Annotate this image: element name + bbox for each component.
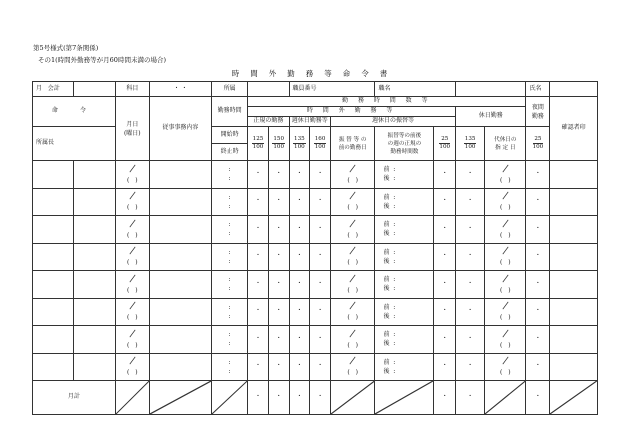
time-cell[interactable]: : :: [211, 161, 247, 189]
rate-125-cell[interactable]: ・: [248, 326, 269, 354]
name-cell[interactable]: [550, 82, 598, 97]
day-paren: ( ): [499, 204, 511, 212]
hours-count-header: 勤 務 時 間 数 等: [248, 97, 526, 107]
transfer-original-cell[interactable]: [330, 216, 375, 244]
total-135b[interactable]: ・: [456, 381, 485, 415]
total-slash-substitute: [485, 381, 526, 415]
day-paren: ( ): [126, 314, 138, 322]
date-slash-icon: [128, 274, 137, 283]
account-cell[interactable]: [74, 82, 115, 97]
total-135[interactable]: ・: [289, 381, 310, 415]
transfer-detail-cell[interactable]: 前 : 後 :: [375, 188, 434, 216]
transfer-detail-cell[interactable]: 前 : 後 :: [375, 243, 434, 271]
date-label: 月日: [126, 120, 139, 128]
night-work-header: 夜間 勤務: [526, 97, 550, 127]
total-25a[interactable]: ・: [434, 381, 456, 415]
rate-135: $\frac{135}{100}$: [289, 127, 310, 161]
month-label: 月: [36, 84, 43, 92]
transfer-original-cell[interactable]: [330, 326, 375, 354]
rate-135b-cell[interactable]: ・: [456, 271, 485, 299]
rate-135b: $\frac{135}{100}$: [456, 127, 485, 161]
overtime-header: 時 間 外 勤 務 等: [248, 107, 456, 117]
date-day-header: [115, 97, 149, 161]
rate-25a: $\frac{25}{100}$: [434, 127, 456, 161]
end-time-header: 終止時: [211, 144, 247, 161]
confirm-seal-cell[interactable]: [550, 188, 598, 216]
day-paren: ( ): [499, 286, 511, 294]
day-paren: ( ): [499, 369, 511, 377]
date-slash-icon: [128, 246, 137, 255]
total-150[interactable]: ・: [268, 381, 289, 415]
order-cell[interactable]: [33, 271, 74, 299]
date-slash-icon: [128, 329, 137, 338]
work-content-header: 従事事務内容: [149, 97, 211, 161]
rate-125: $\frac{125}{100}$: [248, 127, 269, 161]
rate-125-cell[interactable]: ・: [248, 298, 269, 326]
substitute-holiday-cell[interactable]: [485, 216, 526, 244]
rate-135b-cell[interactable]: ・: [456, 216, 485, 244]
transfer-detail-cell[interactable]: 前 : 後 :: [375, 161, 434, 189]
table-row: [33, 161, 598, 189]
day-paren: ( ): [126, 341, 138, 349]
rate-160-cell[interactable]: ・: [310, 326, 331, 354]
total-25b[interactable]: ・: [526, 381, 550, 415]
rate-150-cell[interactable]: ・: [268, 326, 289, 354]
table-row: [33, 298, 598, 326]
rate-150-cell[interactable]: ・: [268, 243, 289, 271]
rate-160-cell[interactable]: ・: [310, 271, 331, 299]
rate-125-cell[interactable]: ・: [248, 243, 269, 271]
day-paren: ( ): [126, 286, 138, 294]
subject-cell[interactable]: ・ ・: [149, 82, 211, 97]
time-cell[interactable]: : :: [211, 188, 247, 216]
time-cell[interactable]: : :: [211, 271, 247, 299]
rate-150-cell[interactable]: ・: [268, 298, 289, 326]
substitute-holiday-header: 代休日の 指 定 日: [485, 127, 526, 161]
date-cell[interactable]: [115, 243, 149, 271]
dept-label: 所属: [211, 82, 247, 97]
rate-135-cell[interactable]: ・: [289, 326, 310, 354]
total-slash-content: [149, 381, 211, 415]
table-row: [33, 188, 598, 216]
day-paren: ( ): [499, 231, 511, 239]
dept-head-cell[interactable]: [74, 216, 115, 244]
table-row: [33, 326, 598, 354]
subject-label: 科目: [115, 82, 149, 97]
day-paren: ( ): [347, 341, 359, 349]
confirm-seal-cell[interactable]: [550, 216, 598, 244]
day-paren: ( ): [499, 259, 511, 267]
regular-work-header: 正規の勤務: [248, 117, 289, 127]
time-cell[interactable]: : :: [211, 353, 247, 381]
transfer-original-cell[interactable]: [330, 243, 375, 271]
substitute-holiday-cell[interactable]: [485, 353, 526, 381]
rate-25a-cell[interactable]: ・: [434, 243, 456, 271]
date-slash-icon: [128, 219, 137, 228]
day-paren: ( ): [126, 231, 138, 239]
work-content-cell[interactable]: [149, 326, 211, 354]
work-content-cell[interactable]: [149, 188, 211, 216]
date-slash-icon: [348, 246, 357, 255]
day-paren: ( ): [126, 369, 138, 377]
transfer-detail-cell[interactable]: 前 : 後 :: [375, 298, 434, 326]
dept-head-cell[interactable]: [74, 326, 115, 354]
date-slash-icon: [348, 219, 357, 228]
order-header: 命 令: [33, 97, 116, 127]
order-cell[interactable]: [33, 188, 74, 216]
rate-25b-cell[interactable]: ・: [526, 326, 550, 354]
time-cell[interactable]: : :: [211, 326, 247, 354]
date-slash-icon: [501, 191, 510, 200]
rate-160-cell[interactable]: ・: [310, 216, 331, 244]
day-paren: ( ): [499, 341, 511, 349]
date-cell[interactable]: [115, 326, 149, 354]
date-cell[interactable]: [115, 188, 149, 216]
total-slash-transfer: [330, 381, 375, 415]
form-subtitle: その1(時間外勤務等が月60時間未満の場合): [38, 56, 166, 64]
rate-135b-cell[interactable]: ・: [456, 298, 485, 326]
confirm-seal-cell[interactable]: [550, 298, 598, 326]
rate-25a-cell[interactable]: ・: [434, 298, 456, 326]
rate-160-cell[interactable]: ・: [310, 243, 331, 271]
monthly-total-label: 月計: [33, 381, 116, 415]
confirm-seal-cell[interactable]: [550, 353, 598, 381]
weekly-holiday-header: 週休日勤務等: [289, 117, 330, 127]
name-label: 氏名: [526, 82, 550, 97]
rate-25b-cell[interactable]: ・: [526, 353, 550, 381]
work-content-cell[interactable]: [149, 216, 211, 244]
rate-135b-cell[interactable]: ・: [456, 326, 485, 354]
day-paren: ( ): [499, 314, 511, 322]
date-slash-icon: [128, 191, 137, 200]
confirm-seal-header: 確認者印: [550, 97, 598, 161]
rate-160-cell[interactable]: ・: [310, 161, 331, 189]
transfer-original-cell[interactable]: [330, 271, 375, 299]
dept-head-cell[interactable]: [74, 353, 115, 381]
date-slash-icon: [348, 301, 357, 310]
rate-25b-cell[interactable]: ・: [526, 161, 550, 189]
rate-135b-cell[interactable]: ・: [456, 353, 485, 381]
table-row: [33, 216, 598, 244]
dept-cell[interactable]: [248, 82, 289, 97]
rate-160-cell[interactable]: ・: [310, 188, 331, 216]
date-slash-icon: [348, 329, 357, 338]
work-hours-header: 勤務時間: [211, 97, 247, 127]
day-paren: ( ): [126, 204, 138, 212]
date-slash-icon: [501, 329, 510, 338]
date-cell[interactable]: [115, 161, 149, 189]
rate-25b-cell[interactable]: ・: [526, 271, 550, 299]
date-slash-icon: [501, 219, 510, 228]
day-label: (曜日): [123, 129, 141, 137]
rate-135b-cell[interactable]: ・: [456, 243, 485, 271]
date-cell[interactable]: [115, 271, 149, 299]
position-cell[interactable]: [456, 82, 526, 97]
rate-150-cell[interactable]: ・: [268, 216, 289, 244]
total-slash-transfer-detail: [375, 381, 434, 415]
rate-160: $\frac{160}{100}$: [310, 127, 331, 161]
total-160[interactable]: ・: [310, 381, 331, 415]
dept-head-cell[interactable]: [74, 298, 115, 326]
rate-25a-cell[interactable]: ・: [434, 326, 456, 354]
day-paren: ( ): [347, 286, 359, 294]
substitute-holiday-cell[interactable]: [485, 161, 526, 189]
rate-125-cell[interactable]: ・: [248, 216, 269, 244]
order-cell[interactable]: [33, 243, 74, 271]
time-cell[interactable]: : :: [211, 298, 247, 326]
rate-25a-cell[interactable]: ・: [434, 188, 456, 216]
date-slash-icon: [501, 246, 510, 255]
rate-135b-cell[interactable]: ・: [456, 188, 485, 216]
transfer-detail-cell[interactable]: 前 : 後 :: [375, 353, 434, 381]
weekly-holiday-transfer-header: 週休日の振替等: [330, 117, 455, 127]
dept-head-cell[interactable]: [74, 271, 115, 299]
day-paren: ( ): [499, 176, 511, 184]
rate-135-cell[interactable]: ・: [289, 271, 310, 299]
transfer-detail-header: 振替等の前後 の週の正規の 勤務時間数: [375, 127, 434, 161]
date-slash-icon: [128, 164, 137, 173]
dept-head-cell[interactable]: [74, 243, 115, 271]
monthly-total-row: [33, 381, 598, 415]
date-slash-icon: [348, 274, 357, 283]
date-slash-icon: [501, 301, 510, 310]
total-slash-hours: [211, 381, 247, 415]
day-paren: ( ): [126, 176, 138, 184]
day-paren: ( ): [347, 231, 359, 239]
work-content-cell[interactable]: [149, 353, 211, 381]
substitute-holiday-cell[interactable]: [485, 298, 526, 326]
total-slash-date: [115, 381, 149, 415]
rate-25b: $\frac{25}{100}$: [526, 127, 550, 161]
confirm-seal-cell[interactable]: [550, 161, 598, 189]
transfer-original-cell[interactable]: [330, 353, 375, 381]
confirm-seal-cell[interactable]: [550, 243, 598, 271]
date-slash-icon: [501, 274, 510, 283]
order-cell[interactable]: [33, 216, 74, 244]
rate-25a-cell[interactable]: ・: [434, 216, 456, 244]
rate-150-cell[interactable]: ・: [268, 353, 289, 381]
transfer-detail-cell[interactable]: 前 : 後 :: [375, 271, 434, 299]
month-cell[interactable]: [33, 82, 74, 97]
rate-125-cell[interactable]: ・: [248, 271, 269, 299]
order-cell[interactable]: [33, 161, 74, 189]
date-slash-icon: [501, 164, 510, 173]
rate-135-cell[interactable]: ・: [289, 298, 310, 326]
rate-25a-cell[interactable]: ・: [434, 271, 456, 299]
order-cell[interactable]: [33, 298, 74, 326]
confirm-seal-cell[interactable]: [550, 271, 598, 299]
total-slash-confirm: [550, 381, 598, 415]
rate-150-cell[interactable]: ・: [268, 161, 289, 189]
time-cell[interactable]: : :: [211, 243, 247, 271]
rate-25b-cell[interactable]: ・: [526, 243, 550, 271]
table-row: [33, 271, 598, 299]
day-paren: ( ): [347, 369, 359, 377]
date-slash-icon: [348, 356, 357, 365]
rate-25a-cell[interactable]: ・: [434, 161, 456, 189]
date-slash-icon: [128, 301, 137, 310]
document-title: 時間外勤務等命令書: [231, 69, 399, 78]
order-cell[interactable]: [33, 353, 74, 381]
rate-25b-cell[interactable]: ・: [526, 298, 550, 326]
day-paren: ( ): [347, 259, 359, 267]
rate-150-cell[interactable]: ・: [268, 271, 289, 299]
transfer-original-header: 振 替 等 の 前の勤務日: [330, 127, 375, 161]
form-number: 第5号様式(第7条関係): [33, 44, 99, 52]
start-time-header: 開始時: [211, 127, 247, 144]
time-cell[interactable]: : :: [211, 216, 247, 244]
rate-135-cell[interactable]: ・: [289, 188, 310, 216]
header-row-1: [33, 97, 598, 107]
table-row: [33, 243, 598, 271]
day-paren: ( ): [126, 259, 138, 267]
holiday-work-header: 休日勤務: [456, 107, 526, 127]
substitute-holiday-cell[interactable]: [485, 326, 526, 354]
date-slash-icon: [348, 191, 357, 200]
order-cell[interactable]: [33, 326, 74, 354]
day-paren: ( ): [347, 314, 359, 322]
dept-head-cell[interactable]: [74, 188, 115, 216]
dept-head-cell[interactable]: [74, 161, 115, 189]
transfer-original-cell[interactable]: [330, 161, 375, 189]
overtime-order-table: [32, 81, 598, 415]
transfer-detail-cell[interactable]: 前 : 後 :: [375, 326, 434, 354]
substitute-holiday-cell[interactable]: [485, 271, 526, 299]
rate-125-cell[interactable]: ・: [248, 353, 269, 381]
rate-135-cell[interactable]: ・: [289, 161, 310, 189]
transfer-original-cell[interactable]: [330, 188, 375, 216]
staff-number-label: 職員番号: [289, 82, 375, 97]
work-content-cell[interactable]: [149, 161, 211, 189]
work-content-cell[interactable]: [149, 271, 211, 299]
total-125[interactable]: ・: [248, 381, 269, 415]
transfer-detail-cell[interactable]: 前 : 後 :: [375, 216, 434, 244]
date-slash-icon: [501, 356, 510, 365]
rate-25a-cell[interactable]: ・: [434, 353, 456, 381]
date-cell[interactable]: [115, 216, 149, 244]
transfer-original-cell[interactable]: [330, 298, 375, 326]
info-row: [33, 82, 598, 97]
rate-135-cell[interactable]: ・: [289, 353, 310, 381]
dept-head-header: 所属長: [33, 127, 116, 161]
rate-135b-cell[interactable]: ・: [456, 161, 485, 189]
rate-125-cell[interactable]: ・: [248, 161, 269, 189]
rate-25b-cell[interactable]: ・: [526, 216, 550, 244]
rate-160-cell[interactable]: ・: [310, 298, 331, 326]
day-paren: ( ): [347, 204, 359, 212]
rate-150-cell[interactable]: ・: [268, 188, 289, 216]
confirm-seal-cell[interactable]: [550, 326, 598, 354]
rate-135-cell[interactable]: ・: [289, 216, 310, 244]
rate-150: $\frac{150}{100}$: [268, 127, 289, 161]
rate-25b-cell[interactable]: ・: [526, 188, 550, 216]
work-content-cell[interactable]: [149, 298, 211, 326]
rate-160-cell[interactable]: ・: [310, 353, 331, 381]
work-content-cell[interactable]: [149, 243, 211, 271]
rate-135-cell[interactable]: ・: [289, 243, 310, 271]
table-row: [33, 353, 598, 381]
date-slash-icon: [348, 164, 357, 173]
substitute-holiday-cell[interactable]: [485, 188, 526, 216]
account-label: 会計: [47, 84, 60, 92]
date-cell[interactable]: [115, 353, 149, 381]
rate-125-cell[interactable]: ・: [248, 188, 269, 216]
substitute-holiday-cell[interactable]: [485, 243, 526, 271]
date-slash-icon: [128, 356, 137, 365]
day-paren: ( ): [347, 176, 359, 184]
date-cell[interactable]: [115, 298, 149, 326]
position-label: 職名: [375, 82, 456, 97]
